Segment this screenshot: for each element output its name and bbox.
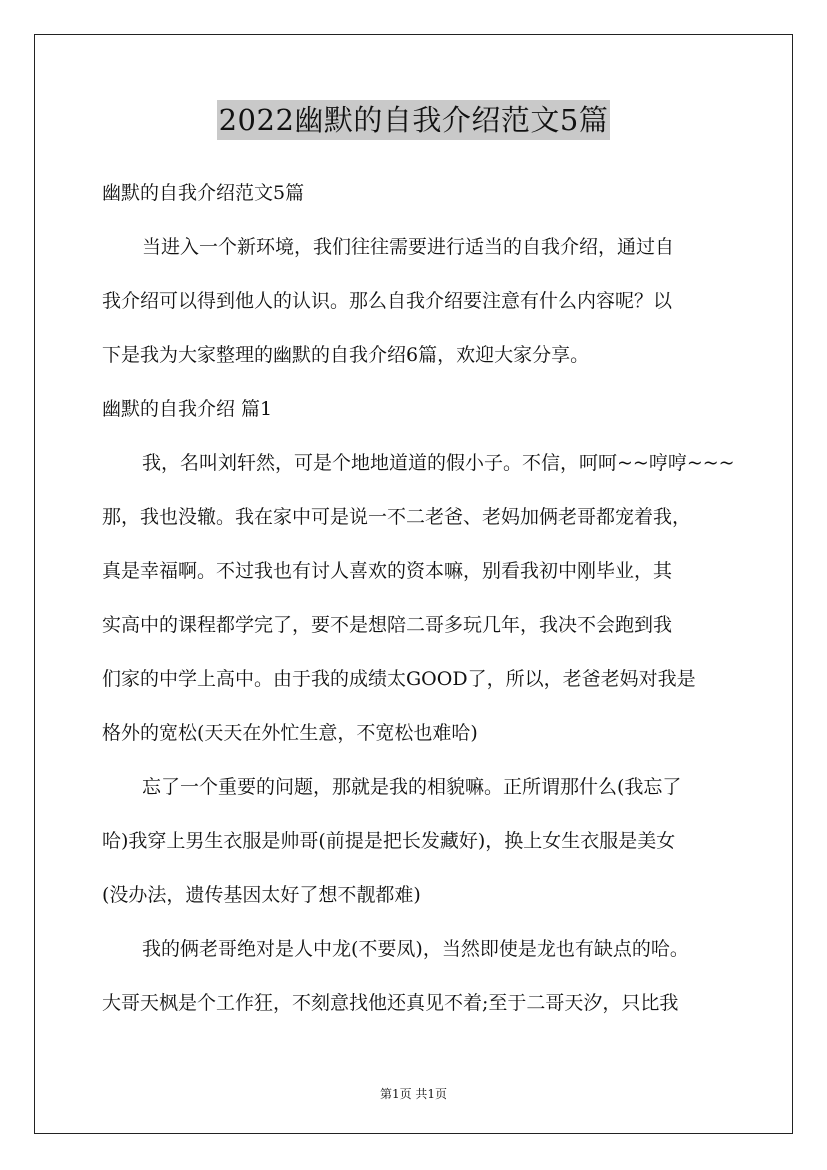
paragraph-line: 我的俩老哥绝对是人中龙(不要凤)，当然即使是龙也有缺点的哈。 — [142, 938, 689, 960]
section-heading: 幽默的自我介绍 篇1 — [102, 398, 273, 420]
paragraph-line: 我介绍可以得到他人的认识。那么自我介绍要注意有什么内容呢？以 — [102, 290, 673, 312]
paragraph-line: 格外的宽松(天天在外忙生意，不宽松也难哈) — [102, 722, 478, 744]
paragraph-line: 当进入一个新环境，我们往往需要进行适当的自我介绍，通过自 — [142, 236, 675, 258]
paragraph-line: (没办法，遗传基因太好了想不靓都难) — [102, 884, 421, 906]
paragraph-line: 们家的中学上高中。由于我的成绩太GOOD了，所以，老爸老妈对我是 — [102, 668, 696, 690]
paragraph-line: 大哥天枫是个工作狂，不刻意找他还真见不着;至于二哥天汐，只比我 — [102, 992, 679, 1014]
paragraph-line: 那，我也没辙。我在家中可是说一不二老爸、老妈加俩老哥都宠着我， — [102, 506, 692, 528]
document-title-block — [0, 100, 827, 140]
paragraph-line: 我，名叫刘轩然，可是个地地道道的假小子。不信，呵呵~~哼哼~~~ — [142, 452, 735, 474]
page-footer: 第1页 共1页 — [379, 1087, 448, 1101]
paragraph-line: 哈)我穿上男生衣服是帅哥(前提是把长发藏好)，换上女生衣服是美女 — [102, 830, 676, 852]
subtitle-line: 幽默的自我介绍范文5篇 — [102, 182, 305, 204]
paragraph-line: 实高中的课程都学完了，要不是想陪二哥多玩几年，我决不会跑到我 — [102, 614, 673, 636]
paragraph-line: 忘了一个重要的问题，那就是我的相貌嘛。正所谓那什么(我忘了 — [142, 776, 682, 798]
document-title: 2022幽默的自我介绍范文5篇 — [217, 100, 611, 140]
paragraph-line: 真是幸福啊。不过我也有讨人喜欢的资本嘛，别看我初中刚毕业，其 — [102, 560, 673, 582]
paragraph-line: 下是我为大家整理的幽默的自我介绍6篇，欢迎大家分享。 — [102, 344, 590, 366]
